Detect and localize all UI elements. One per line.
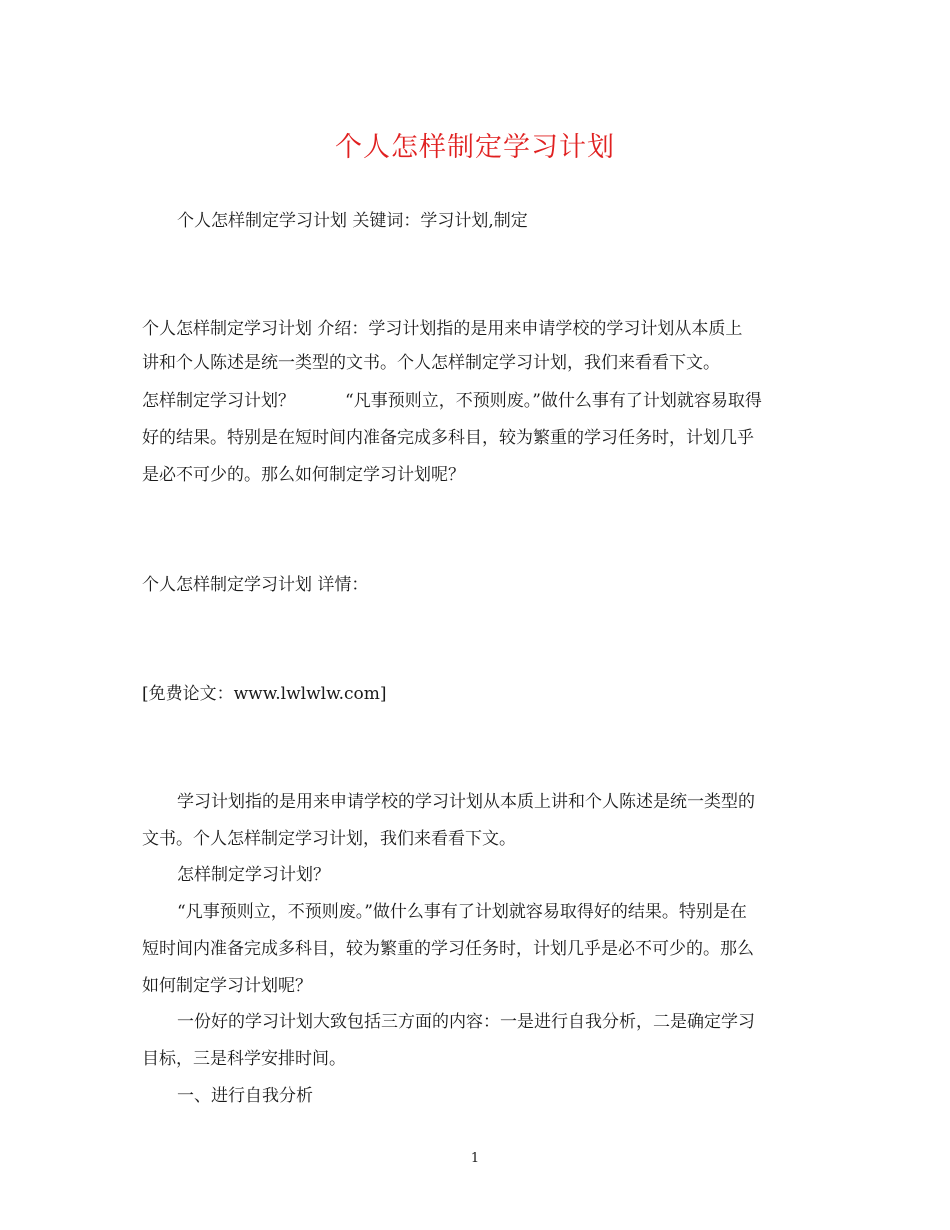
source-note: [免费论文：www.lwlwlw.com]: [142, 684, 387, 704]
intro-question: 怎样制定学习计划？: [142, 391, 295, 411]
body-p1-line-2: 文书。个人怎样制定学习计划，我们来看看下文。: [142, 829, 516, 849]
intro-line-3: [142, 389, 762, 413]
page-title: 个人怎样制定学习计划: [335, 132, 615, 163]
intro-line-2: 讲和个人陈述是统一类型的文书。个人怎样制定学习计划，我们来看看下文。: [142, 353, 720, 373]
body-p3-line-3: 如何制定学习计划呢？: [142, 976, 312, 996]
intro-quote: “凡事预则立，不预则废。”做什么事有了计划就容易取得: [345, 391, 762, 411]
body-p4-line-1: 一份好的学习计划大致包括三方面的内容：一是进行自我分析，二是确定学习: [177, 1012, 755, 1032]
intro-line-5: 是必不可少的。那么如何制定学习计划呢？: [142, 465, 465, 485]
keywords-line: 个人怎样制定学习计划 关键词：学习计划,制定: [177, 211, 528, 231]
intro-line-4: 好的结果。特别是在短时间内准备完成多科目，较为繁重的学习任务时，计划几乎: [142, 428, 754, 448]
body-p5-heading: 一、进行自我分析: [177, 1086, 313, 1106]
body-p3-line-1: “凡事预则立，不预则废。”做什么事有了计划就容易取得好的结果。特别是在: [177, 902, 747, 922]
intro-line-1: 个人怎样制定学习计划 介绍：学习计划指的是用来申请学校的学习计划从本质上: [142, 319, 743, 339]
page-number: 1: [470, 1151, 480, 1166]
body-p1-line-1: 学习计划指的是用来申请学校的学习计划从本质上讲和个人陈述是统一类型的: [177, 792, 755, 812]
details-heading: 个人怎样制定学习计划 详情：: [142, 575, 369, 595]
body-p3-line-2: 短时间内准备完成多科目，较为繁重的学习任务时，计划几乎是必不可少的。那么: [142, 939, 754, 959]
body-p2: 怎样制定学习计划？: [177, 865, 330, 885]
body-p4-line-2: 目标，三是科学安排时间。: [142, 1049, 346, 1069]
